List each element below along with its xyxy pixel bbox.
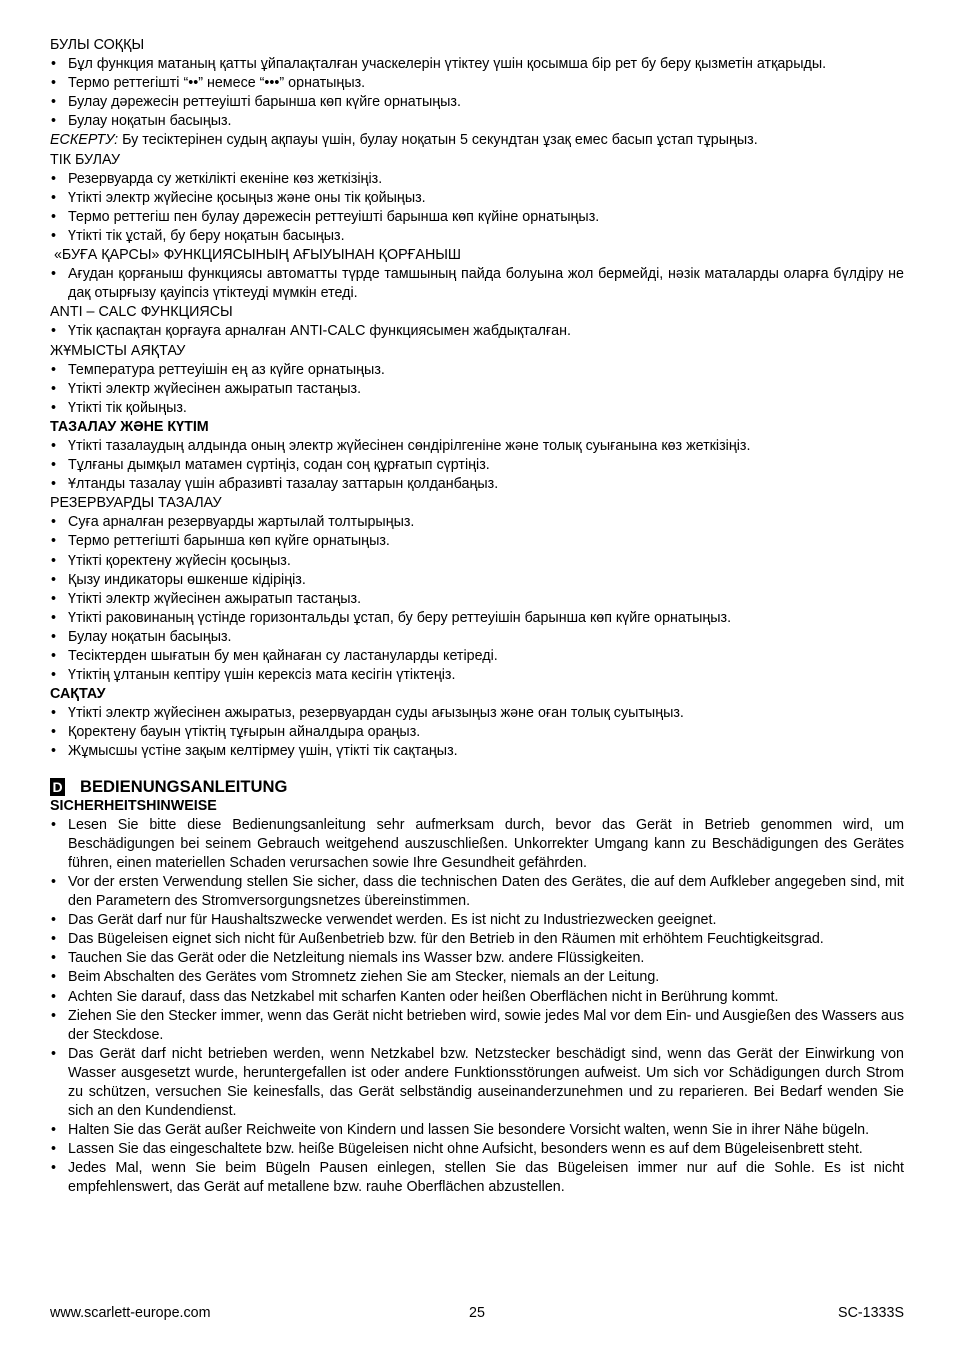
de-heading <box>50 777 904 797</box>
list-item: • Термо реттегіш пен булау дәрежесін реттеуішті барынша көп күйіне орнатыңыз. <box>50 208 904 227</box>
section-title-cleaning: ТАЗАЛАУ ЖӘНЕ КҮТІМ <box>50 418 209 435</box>
list-item: • Үтікті электр жүйесінен ажыратып тастаңыз. <box>50 590 904 609</box>
list-item: • Halten Sie das Gerät außer Reichweite von Kindern und lassen Sie besondere Vorsicht walten, wenn Sie in ihrer Nähe bügeln. <box>50 1121 904 1140</box>
de-safety-list <box>50 816 904 1198</box>
vertical-steam-list <box>50 170 904 246</box>
reservoir-list <box>50 513 904 685</box>
de-safety-title: SICHERHEITSHINWEISE <box>50 797 217 814</box>
list-item: • Жұмысшы үстіне зақым келтірмеу үшін, үтікті тік сақтаңыз. <box>50 742 904 761</box>
list-item: • Tauchen Sie das Gerät oder die Netzleitung niemals ins Wasser bzw. andere Flüssigkeiten. <box>50 949 904 968</box>
list-item: • Achten Sie darauf, dass das Netzkabel mit scharfen Kanten oder heißen Oberflächen nicht in Berührung kommt. <box>50 988 904 1007</box>
list-item: • Beim Abschalten des Gerätes vom Stromnetz ziehen Sie am Stecker, niemals an der Leitung. <box>50 968 904 987</box>
list-item: • Қызу индикаторы өшкенше кідіріңіз. <box>50 571 904 590</box>
section-title-vertical-steam: ТІК БУЛАУ <box>50 151 121 168</box>
section-title-steam-boost: БУЛЫ СОҚҚЫ <box>50 37 145 53</box>
list-item: • Қоректену бауын үтіктің тұғырын айналдыра ораңыз. <box>50 723 904 742</box>
steam-boost-note <box>50 131 904 150</box>
section-title-finish: ЖҰМЫСТЫ АЯҚТАУ <box>50 342 186 359</box>
language-badge: D <box>50 778 65 796</box>
list-item: • Lassen Sie das eingeschaltete bzw. heiße Bügeleisen nicht ohne Aufsicht, besonders wenn es auf dem Bügeleisenbrett steht. <box>50 1140 904 1159</box>
section-spacer <box>50 762 904 777</box>
note-text: Бу тесіктерінен судың ақпауы үшін, булау ноқатын 5 секундтан ұзақ емес басып ұстап тұрыңыз. <box>118 132 758 149</box>
list-item: • Булау ноқатын басыңыз. <box>50 112 904 131</box>
list-item: • Үтікті электр жүйесінен ажыратып тастаңыз. <box>50 380 904 399</box>
list-item: • Суға арналған резервуарды жартылай толтырыңыз. <box>50 513 904 532</box>
section-title-reservoir: РЕЗЕРВУАРДЫ ТАЗАЛАУ <box>50 495 222 512</box>
list-item: • Ағудан қорғаныш функциясы автоматты түрде тамшының пайда болуына жол бермейді, нәзік маталарды оларға бүлдіру не дақ отырғызу қауіпсіз үтіктеуді мүмкін етеді. <box>50 265 904 303</box>
list-item: • Lesen Sie bitte diese Bedienungsanleitung sehr aufmerksam durch, bevor das Gerät in Betrieb genommen wird, um Beschädigungen bei seinem Gebrauch weitgehend auszuschließen. Unkorrekter Umgang kann zu Beschädigungen des Gerätes führen, einen materiellen Schaden verursachen sowie Ihre Gesundheit gefährden. <box>50 816 904 873</box>
list-item: • Үтікті тік қойыңыз. <box>50 399 904 418</box>
document-page <box>50 36 904 1198</box>
note-label: ЕСКЕРТУ: <box>50 132 119 149</box>
steam-boost-list <box>50 55 904 131</box>
list-item: • Ziehen Sie den Stecker immer, wenn das Gerät nicht betrieben wird, sowie jedes Mal vor dem Ein- und Ausgießen des Wassers aus der Steckdose. <box>50 1007 904 1045</box>
storage-list <box>50 704 904 761</box>
section-title-anti-calc: ANTI – CALC ФУНКЦИЯСЫ <box>50 304 233 321</box>
list-item: • Үтікті электр жүйесінен ажыратыз, резервуардан суды ағызыңыз және оған толық суытыңыз. <box>50 704 904 723</box>
list-item: • Das Gerät darf nicht betrieben werden, wenn Netzkabel bzw. Netzstecker beschädigt sind, wenn das Gerät der Einwirkung von Wasser ausgesetzt wurde, heruntergefallen ist oder andere Funktionsstörungen aufweist. Um sich vor Schädigungen durch Strom zu schützen, versuchen Sie keinesfalls, das Gerät selbständig auseinanderzunehmen und zu reparieren. Bei Bedarf wenden Sie sich an den Kundendienst. <box>50 1045 904 1121</box>
finish-list <box>50 361 904 418</box>
section-title-anti-drip: «БУҒА ҚАРСЫ» ФУНКЦИЯСЫНЫҢ АҒЫУЫНАН ҚОРҒАНЫШ <box>50 247 462 264</box>
list-item: • Das Gerät darf nur für Haushaltszwecke verwendet werden. Es ist nicht zu Industriezwecken geeignet. <box>50 911 904 930</box>
list-item: • Das Bügeleisen eignet sich nicht für Außenbetrieb bzw. für den Betrieb in den Räumen mit erhöhtem Feuchtigkeitsgrad. <box>50 930 904 949</box>
list-item: • Термо реттегішті барынша көп күйге орнатыңыз. <box>50 532 904 551</box>
footer-page-number: 25 <box>469 1305 485 1321</box>
anti-calc-list <box>50 322 904 341</box>
cleaning-list <box>50 437 904 494</box>
list-item: • Jedes Mal, wenn Sie beim Bügeln Pausen einlegen, stellen Sie das Bügeleisen immer nur auf die Sohle. Es ist nicht empfehlenswert, das Gerät auf metallene bzw. rauhe Oberflächen abzustellen. <box>50 1159 904 1197</box>
footer-model: SC-1333S <box>838 1305 904 1321</box>
list-item: • Резервуарда су жеткілікті екеніне көз жеткізіңіз. <box>50 170 904 189</box>
de-title: BEDIENUNGSANLEITUNG <box>80 776 288 796</box>
list-item: • Үтік қаспақтан қорғауға арналған ANTI-CALC функциясымен жабдықталған. <box>50 322 904 341</box>
list-item: • Үтікті электр жүйесіне қосыңыз және оны тік қойыңыз. <box>50 189 904 208</box>
list-item: • Ұлтанды тазалау үшін абразивті тазалау заттарын қолданбаңыз. <box>50 475 904 494</box>
list-item: • Тұлғаны дымқыл матамен сүртіңіз, содан соң құрғатып сүртіңіз. <box>50 456 904 475</box>
list-item: • Термо реттегішті “••” немесе “•••” орнатыңыз. <box>50 74 904 93</box>
list-item: • Үтікті раковинаның үстінде горизонтальды ұстап, бу беру реттеуішін барынша көп күйге орнатыңыз. <box>50 609 904 628</box>
list-item: • Булау дәрежесін реттеуішті барынша көп күйге орнатыңыз. <box>50 93 904 112</box>
section-title-storage: САҚТАУ <box>50 686 106 703</box>
list-item: • Булау ноқатын басыңыз. <box>50 628 904 647</box>
list-item: • Бұл функция матаның қатты ұйпалақталған учаскелерін үтіктеу үшін қосымша бір рет бу беру қызметін атқарыды. <box>50 55 904 74</box>
anti-drip-list <box>50 265 904 303</box>
list-item: • Үтікті тік ұстай, бу беру ноқатын басыңыз. <box>50 227 904 246</box>
list-item: • Температура реттеуішін ең аз күйге орнатыңыз. <box>50 361 904 380</box>
list-item: • Үтіктің ұлтанын кептіру үшін керексіз мата кесігін үтіктеңіз. <box>50 666 904 685</box>
list-item: • Vor der ersten Verwendung stellen Sie sicher, dass die technischen Daten des Gerätes, die auf dem Aufkleber angegeben sind, mit den Parametern des Stromversorgungsnetzes übereinstimmen. <box>50 873 904 911</box>
list-item: • Үтікті тазалаудың алдында оның электр жүйесінен сөндірілгеніне және толық суығанына көз жеткізіңіз. <box>50 437 904 456</box>
list-item: • Тесіктерден шығатын бу мен қайнаған су ластануларды кетіреді. <box>50 647 904 666</box>
list-item: • Үтікті қоректену жүйесін қосыңыз. <box>50 552 904 571</box>
footer-website-link[interactable]: www.scarlett-europe.com <box>50 1305 211 1321</box>
